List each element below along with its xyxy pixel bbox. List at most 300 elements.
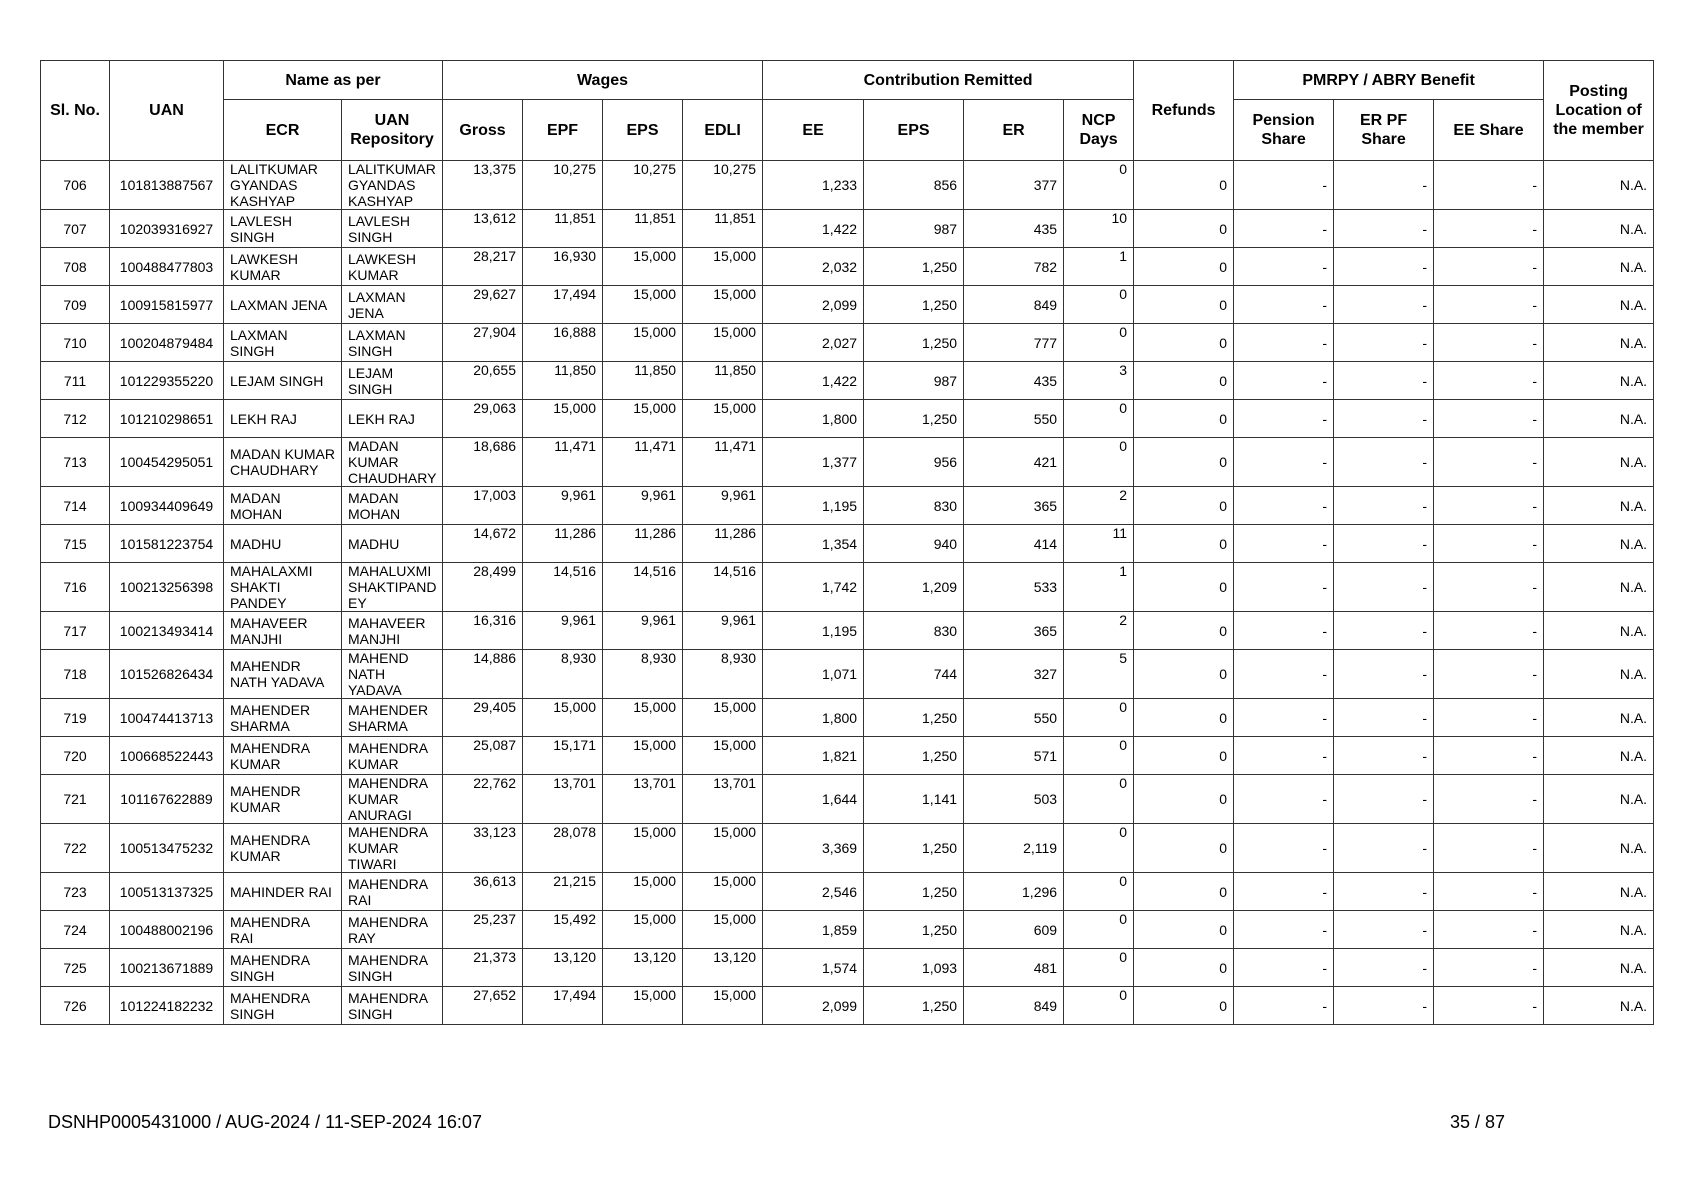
cell-uan: 100513137325: [110, 873, 224, 911]
cell-gross: 27,904: [443, 324, 523, 362]
cell-ee-share: -: [1434, 487, 1544, 525]
cell-ee: 1,800: [763, 400, 864, 438]
cell-eps: 15,000: [603, 824, 683, 873]
cell-epf: 15,000: [523, 699, 603, 737]
table-row: [41, 210, 1654, 248]
cell-eps: 15,000: [603, 737, 683, 775]
cell-pension-share: -: [1234, 286, 1334, 324]
cell-sl-no: 712: [41, 400, 110, 438]
cell-edli: 9,961: [683, 487, 763, 525]
cell-ncp-days: 0: [1064, 911, 1134, 949]
cell-ncp-days: 0: [1064, 286, 1134, 324]
cell-posting-location: N.A.: [1544, 487, 1654, 525]
cell-eps: 11,471: [603, 438, 683, 487]
cell-posting-location: N.A.: [1544, 525, 1654, 563]
cell-name-uan-repository: MAHENDRA SINGH: [342, 987, 443, 1025]
cell-name-ecr: MAHINDER RAI: [224, 873, 342, 911]
header-uan-repository: UAN Repository: [342, 100, 443, 161]
cell-posting-location: N.A.: [1544, 248, 1654, 286]
cell-name-ecr: LEKH RAJ: [224, 400, 342, 438]
cell-gross: 27,652: [443, 987, 523, 1025]
cell-er: 782: [964, 248, 1064, 286]
cell-ee: 1,195: [763, 612, 864, 650]
cell-gross: 29,627: [443, 286, 523, 324]
cell-eps-contribution: 1,250: [864, 873, 964, 911]
cell-name-uan-repository: LAXMAN SINGH: [342, 324, 443, 362]
cell-ee: 2,099: [763, 987, 864, 1025]
cell-pension-share: -: [1234, 362, 1334, 400]
cell-gross: 13,612: [443, 210, 523, 248]
cell-eps-contribution: 1,250: [864, 911, 964, 949]
cell-er: 849: [964, 286, 1064, 324]
header-edli: EDLI: [683, 100, 763, 161]
cell-eps: 15,000: [603, 987, 683, 1025]
cell-er: 377: [964, 161, 1064, 210]
cell-eps: 9,961: [603, 487, 683, 525]
cell-name-uan-repository: MAHENDRA SINGH: [342, 949, 443, 987]
header-er-pf-share: ER PF Share: [1334, 100, 1434, 161]
cell-pension-share: -: [1234, 438, 1334, 487]
cell-er-pf-share: -: [1334, 612, 1434, 650]
header-wages: Wages: [443, 61, 763, 100]
cell-posting-location: N.A.: [1544, 949, 1654, 987]
cell-ncp-days: 0: [1064, 949, 1134, 987]
cell-er: 609: [964, 911, 1064, 949]
cell-gross: 20,655: [443, 362, 523, 400]
cell-uan: 100213493414: [110, 612, 224, 650]
header-posting-location: Posting Location of the member: [1544, 61, 1654, 161]
cell-ee: 1,377: [763, 438, 864, 487]
cell-sl-no: 709: [41, 286, 110, 324]
cell-ee-share: -: [1434, 737, 1544, 775]
cell-ncp-days: 0: [1064, 737, 1134, 775]
cell-posting-location: N.A.: [1544, 824, 1654, 873]
cell-er-pf-share: -: [1334, 650, 1434, 699]
cell-gross: 28,499: [443, 563, 523, 612]
cell-sl-no: 719: [41, 699, 110, 737]
cell-gross: 16,316: [443, 612, 523, 650]
cell-name-ecr: LAXMAN JENA: [224, 286, 342, 324]
table-row: [41, 438, 1654, 487]
cell-uan: 101229355220: [110, 362, 224, 400]
cell-er-pf-share: -: [1334, 210, 1434, 248]
cell-eps: 15,000: [603, 873, 683, 911]
cell-uan: 100934409649: [110, 487, 224, 525]
cell-epf: 11,286: [523, 525, 603, 563]
cell-name-ecr: LALITKUMAR GYANDAS KASHYAP: [224, 161, 342, 210]
cell-name-ecr: MADHU: [224, 525, 342, 563]
cell-uan: 100488477803: [110, 248, 224, 286]
cell-er: 849: [964, 987, 1064, 1025]
cell-er: 435: [964, 210, 1064, 248]
cell-eps: 14,516: [603, 563, 683, 612]
cell-refunds: 0: [1134, 824, 1234, 873]
cell-edli: 10,275: [683, 161, 763, 210]
cell-er-pf-share: -: [1334, 824, 1434, 873]
cell-ee: 2,099: [763, 286, 864, 324]
cell-name-uan-repository: MADAN KUMAR CHAUDHARY: [342, 438, 443, 487]
cell-refunds: 0: [1134, 525, 1234, 563]
cell-ee: 1,742: [763, 563, 864, 612]
cell-sl-no: 713: [41, 438, 110, 487]
cell-edli: 11,286: [683, 525, 763, 563]
cell-pension-share: -: [1234, 775, 1334, 824]
cell-name-uan-repository: MADHU: [342, 525, 443, 563]
cell-sl-no: 721: [41, 775, 110, 824]
cell-ncp-days: 11: [1064, 525, 1134, 563]
cell-sl-no: 718: [41, 650, 110, 699]
cell-epf: 9,961: [523, 612, 603, 650]
cell-name-ecr: MAHENDRA RAI: [224, 911, 342, 949]
cell-er: 550: [964, 400, 1064, 438]
header-er: ER: [964, 100, 1064, 161]
cell-refunds: 0: [1134, 911, 1234, 949]
footer-doc-ref: DSNHP0005431000 / AUG-2024 / 11-SEP-2024 16:07: [48, 1112, 482, 1132]
cell-er-pf-share: -: [1334, 362, 1434, 400]
cell-ee-share: -: [1434, 775, 1544, 824]
cell-er-pf-share: -: [1334, 248, 1434, 286]
cell-name-uan-repository: MAHEND NATH YADAVA: [342, 650, 443, 699]
table-row: [41, 563, 1654, 612]
table-row: [41, 699, 1654, 737]
cell-er: 503: [964, 775, 1064, 824]
cell-name-ecr: MAHALAXMI SHAKTI PANDEY: [224, 563, 342, 612]
cell-er-pf-share: -: [1334, 286, 1434, 324]
cell-eps: 11,851: [603, 210, 683, 248]
cell-epf: 21,215: [523, 873, 603, 911]
cell-refunds: 0: [1134, 873, 1234, 911]
header-pension-share: Pension Share: [1234, 100, 1334, 161]
cell-eps: 11,850: [603, 362, 683, 400]
cell-sl-no: 722: [41, 824, 110, 873]
cell-sl-no: 723: [41, 873, 110, 911]
cell-eps-contribution: 940: [864, 525, 964, 563]
cell-edli: 11,850: [683, 362, 763, 400]
cell-refunds: 0: [1134, 400, 1234, 438]
cell-ee: 1,071: [763, 650, 864, 699]
table-row: [41, 248, 1654, 286]
cell-eps: 8,930: [603, 650, 683, 699]
cell-pension-share: -: [1234, 824, 1334, 873]
cell-uan: 102039316927: [110, 210, 224, 248]
cell-er: 1,296: [964, 873, 1064, 911]
cell-eps-contribution: 1,250: [864, 737, 964, 775]
header-ncp-days: NCP Days: [1064, 100, 1134, 161]
cell-ee: 1,574: [763, 949, 864, 987]
cell-posting-location: N.A.: [1544, 324, 1654, 362]
cell-name-uan-repository: LAWKESH KUMAR: [342, 248, 443, 286]
cell-name-ecr: LAXMAN SINGH: [224, 324, 342, 362]
cell-uan: 101167622889: [110, 775, 224, 824]
cell-name-uan-repository: LAVLESH SINGH: [342, 210, 443, 248]
cell-gross: 25,237: [443, 911, 523, 949]
cell-er-pf-share: -: [1334, 699, 1434, 737]
cell-name-ecr: LAWKESH KUMAR: [224, 248, 342, 286]
header-name-as-per: Name as per: [224, 61, 443, 100]
cell-pension-share: -: [1234, 248, 1334, 286]
cell-posting-location: N.A.: [1544, 987, 1654, 1025]
cell-posting-location: N.A.: [1544, 873, 1654, 911]
cell-uan: 100915815977: [110, 286, 224, 324]
cell-ee: 1,859: [763, 911, 864, 949]
cell-eps: 15,000: [603, 248, 683, 286]
cell-er-pf-share: -: [1334, 525, 1434, 563]
cell-er: 421: [964, 438, 1064, 487]
cell-epf: 11,851: [523, 210, 603, 248]
cell-refunds: 0: [1134, 324, 1234, 362]
cell-gross: 29,063: [443, 400, 523, 438]
cell-gross: 14,672: [443, 525, 523, 563]
cell-ee: 1,422: [763, 210, 864, 248]
cell-refunds: 0: [1134, 438, 1234, 487]
header-refunds: Refunds: [1134, 61, 1234, 161]
cell-name-uan-repository: LEJAM SINGH: [342, 362, 443, 400]
cell-edli: 11,471: [683, 438, 763, 487]
cell-ee: 1,800: [763, 699, 864, 737]
table-row: [41, 286, 1654, 324]
header-pmrpy-abry: PMRPY / ABRY Benefit: [1234, 61, 1544, 100]
cell-name-uan-repository: LEKH RAJ: [342, 400, 443, 438]
table-row: [41, 525, 1654, 563]
cell-ee-share: -: [1434, 210, 1544, 248]
cell-gross: 25,087: [443, 737, 523, 775]
cell-pension-share: -: [1234, 612, 1334, 650]
cell-ee-share: -: [1434, 563, 1544, 612]
cell-name-uan-repository: MAHENDER SHARMA: [342, 699, 443, 737]
cell-epf: 17,494: [523, 987, 603, 1025]
cell-posting-location: N.A.: [1544, 438, 1654, 487]
cell-ee-share: -: [1434, 987, 1544, 1025]
cell-uan: 101526826434: [110, 650, 224, 699]
cell-er: 414: [964, 525, 1064, 563]
cell-ncp-days: 2: [1064, 487, 1134, 525]
table-row: [41, 362, 1654, 400]
cell-ee-share: -: [1434, 525, 1544, 563]
cell-epf: 16,930: [523, 248, 603, 286]
cell-er: 327: [964, 650, 1064, 699]
cell-uan: 100204879484: [110, 324, 224, 362]
cell-eps: 13,701: [603, 775, 683, 824]
cell-pension-share: -: [1234, 911, 1334, 949]
cell-er: 365: [964, 487, 1064, 525]
cell-er: 2,119: [964, 824, 1064, 873]
table-row: [41, 612, 1654, 650]
cell-eps-contribution: 1,250: [864, 824, 964, 873]
cell-ee-share: -: [1434, 911, 1544, 949]
cell-name-uan-repository: MAHENDRA KUMAR: [342, 737, 443, 775]
cell-posting-location: N.A.: [1544, 775, 1654, 824]
cell-eps-contribution: 987: [864, 362, 964, 400]
table-row: [41, 987, 1654, 1025]
cell-uan: 101210298651: [110, 400, 224, 438]
cell-er: 550: [964, 699, 1064, 737]
cell-epf: 8,930: [523, 650, 603, 699]
cell-name-ecr: MAHENDER SHARMA: [224, 699, 342, 737]
cell-edli: 13,701: [683, 775, 763, 824]
cell-ncp-days: 0: [1064, 775, 1134, 824]
cell-epf: 28,078: [523, 824, 603, 873]
cell-posting-location: N.A.: [1544, 563, 1654, 612]
cell-name-uan-repository: MADAN MOHAN: [342, 487, 443, 525]
cell-gross: 14,886: [443, 650, 523, 699]
cell-pension-share: -: [1234, 324, 1334, 362]
cell-er-pf-share: -: [1334, 873, 1434, 911]
cell-epf: 14,516: [523, 563, 603, 612]
cell-name-uan-repository: MAHAVEER MANJHI: [342, 612, 443, 650]
cell-pension-share: -: [1234, 873, 1334, 911]
cell-refunds: 0: [1134, 987, 1234, 1025]
cell-ee: 1,422: [763, 362, 864, 400]
cell-posting-location: N.A.: [1544, 650, 1654, 699]
cell-name-uan-repository: LAXMAN JENA: [342, 286, 443, 324]
cell-sl-no: 707: [41, 210, 110, 248]
cell-name-uan-repository: MAHENDRA RAI: [342, 873, 443, 911]
cell-er: 533: [964, 563, 1064, 612]
cell-ncp-days: 0: [1064, 438, 1134, 487]
cell-refunds: 0: [1134, 210, 1234, 248]
cell-epf: 15,492: [523, 911, 603, 949]
table-row: [41, 737, 1654, 775]
cell-ee-share: -: [1434, 824, 1544, 873]
cell-name-ecr: MAHENDRA KUMAR: [224, 737, 342, 775]
cell-refunds: 0: [1134, 286, 1234, 324]
footer-page-number: 35 / 87: [1450, 1112, 1506, 1132]
cell-ncp-days: 2: [1064, 612, 1134, 650]
cell-ee: 2,027: [763, 324, 864, 362]
cell-edli: 15,000: [683, 699, 763, 737]
cell-name-ecr: MAHENDRA KUMAR: [224, 824, 342, 873]
cell-pension-share: -: [1234, 210, 1334, 248]
cell-pension-share: -: [1234, 650, 1334, 699]
cell-edli: 13,120: [683, 949, 763, 987]
cell-edli: 14,516: [683, 563, 763, 612]
header-eps-contribution: EPS: [864, 100, 964, 161]
table-row: [41, 775, 1654, 824]
cell-ee-share: -: [1434, 949, 1544, 987]
table-row: [41, 161, 1654, 210]
cell-ee: 1,821: [763, 737, 864, 775]
cell-epf: 16,888: [523, 324, 603, 362]
cell-ncp-days: 1: [1064, 248, 1134, 286]
cell-edli: 15,000: [683, 400, 763, 438]
cell-eps-contribution: 830: [864, 612, 964, 650]
cell-uan: 100474413713: [110, 699, 224, 737]
cell-eps: 15,000: [603, 911, 683, 949]
cell-ee: 1,195: [763, 487, 864, 525]
cell-edli: 15,000: [683, 737, 763, 775]
cell-pension-share: -: [1234, 949, 1334, 987]
cell-ee-share: -: [1434, 438, 1544, 487]
cell-ncp-days: 0: [1064, 324, 1134, 362]
cell-epf: 15,171: [523, 737, 603, 775]
cell-eps-contribution: 1,250: [864, 286, 964, 324]
cell-refunds: 0: [1134, 650, 1234, 699]
cell-name-ecr: MAHENDRA SINGH: [224, 949, 342, 987]
cell-ncp-days: 5: [1064, 650, 1134, 699]
cell-ncp-days: 10: [1064, 210, 1134, 248]
table-row: [41, 873, 1654, 911]
cell-edli: 15,000: [683, 248, 763, 286]
cell-posting-location: N.A.: [1544, 737, 1654, 775]
cell-uan: 101813887567: [110, 161, 224, 210]
cell-gross: 22,762: [443, 775, 523, 824]
cell-er: 571: [964, 737, 1064, 775]
cell-name-ecr: MADAN MOHAN: [224, 487, 342, 525]
table-header: [41, 61, 1654, 161]
cell-ee: 1,233: [763, 161, 864, 210]
cell-eps-contribution: 956: [864, 438, 964, 487]
cell-epf: 17,494: [523, 286, 603, 324]
cell-ncp-days: 0: [1064, 873, 1134, 911]
cell-posting-location: N.A.: [1544, 210, 1654, 248]
cell-gross: 36,613: [443, 873, 523, 911]
header-contribution-remitted: Contribution Remitted: [763, 61, 1134, 100]
cell-uan: 100513475232: [110, 824, 224, 873]
cell-name-ecr: LEJAM SINGH: [224, 362, 342, 400]
cell-ee-share: -: [1434, 324, 1544, 362]
cell-er-pf-share: -: [1334, 487, 1434, 525]
cell-name-ecr: LAVLESH SINGH: [224, 210, 342, 248]
table-row: [41, 487, 1654, 525]
cell-sl-no: 711: [41, 362, 110, 400]
cell-edli: 15,000: [683, 286, 763, 324]
cell-pension-share: -: [1234, 987, 1334, 1025]
header-sl-no: Sl. No.: [41, 61, 110, 161]
header-gross: Gross: [443, 100, 523, 161]
cell-edli: 8,930: [683, 650, 763, 699]
cell-er: 435: [964, 362, 1064, 400]
cell-posting-location: N.A.: [1544, 362, 1654, 400]
cell-gross: 29,405: [443, 699, 523, 737]
cell-name-uan-repository: MAHENDRA RAY: [342, 911, 443, 949]
cell-posting-location: N.A.: [1544, 161, 1654, 210]
cell-eps: 10,275: [603, 161, 683, 210]
cell-eps-contribution: 1,141: [864, 775, 964, 824]
cell-epf: 9,961: [523, 487, 603, 525]
cell-ee: 1,644: [763, 775, 864, 824]
cell-pension-share: -: [1234, 699, 1334, 737]
cell-uan: 100213671889: [110, 949, 224, 987]
cell-eps: 15,000: [603, 286, 683, 324]
cell-refunds: 0: [1134, 737, 1234, 775]
cell-sl-no: 724: [41, 911, 110, 949]
table-row: [41, 324, 1654, 362]
table-row: [41, 650, 1654, 699]
cell-epf: 13,701: [523, 775, 603, 824]
cell-edli: 15,000: [683, 824, 763, 873]
cell-ncp-days: 0: [1064, 824, 1134, 873]
cell-ee-share: -: [1434, 362, 1544, 400]
cell-edli: 15,000: [683, 324, 763, 362]
cell-sl-no: 708: [41, 248, 110, 286]
ecr-table: [40, 60, 1654, 1025]
cell-uan: 101224182232: [110, 987, 224, 1025]
table-body: [41, 161, 1654, 1025]
cell-refunds: 0: [1134, 487, 1234, 525]
cell-refunds: 0: [1134, 699, 1234, 737]
cell-sl-no: 715: [41, 525, 110, 563]
cell-ee-share: -: [1434, 699, 1544, 737]
header-epf: EPF: [523, 100, 603, 161]
cell-uan: 100668522443: [110, 737, 224, 775]
cell-eps: 15,000: [603, 324, 683, 362]
cell-ncp-days: 0: [1064, 987, 1134, 1025]
cell-pension-share: -: [1234, 525, 1334, 563]
cell-eps-contribution: 1,250: [864, 987, 964, 1025]
cell-gross: 13,375: [443, 161, 523, 210]
cell-name-uan-repository: MAHENDRA KUMAR ANURAGI: [342, 775, 443, 824]
cell-edli: 15,000: [683, 873, 763, 911]
